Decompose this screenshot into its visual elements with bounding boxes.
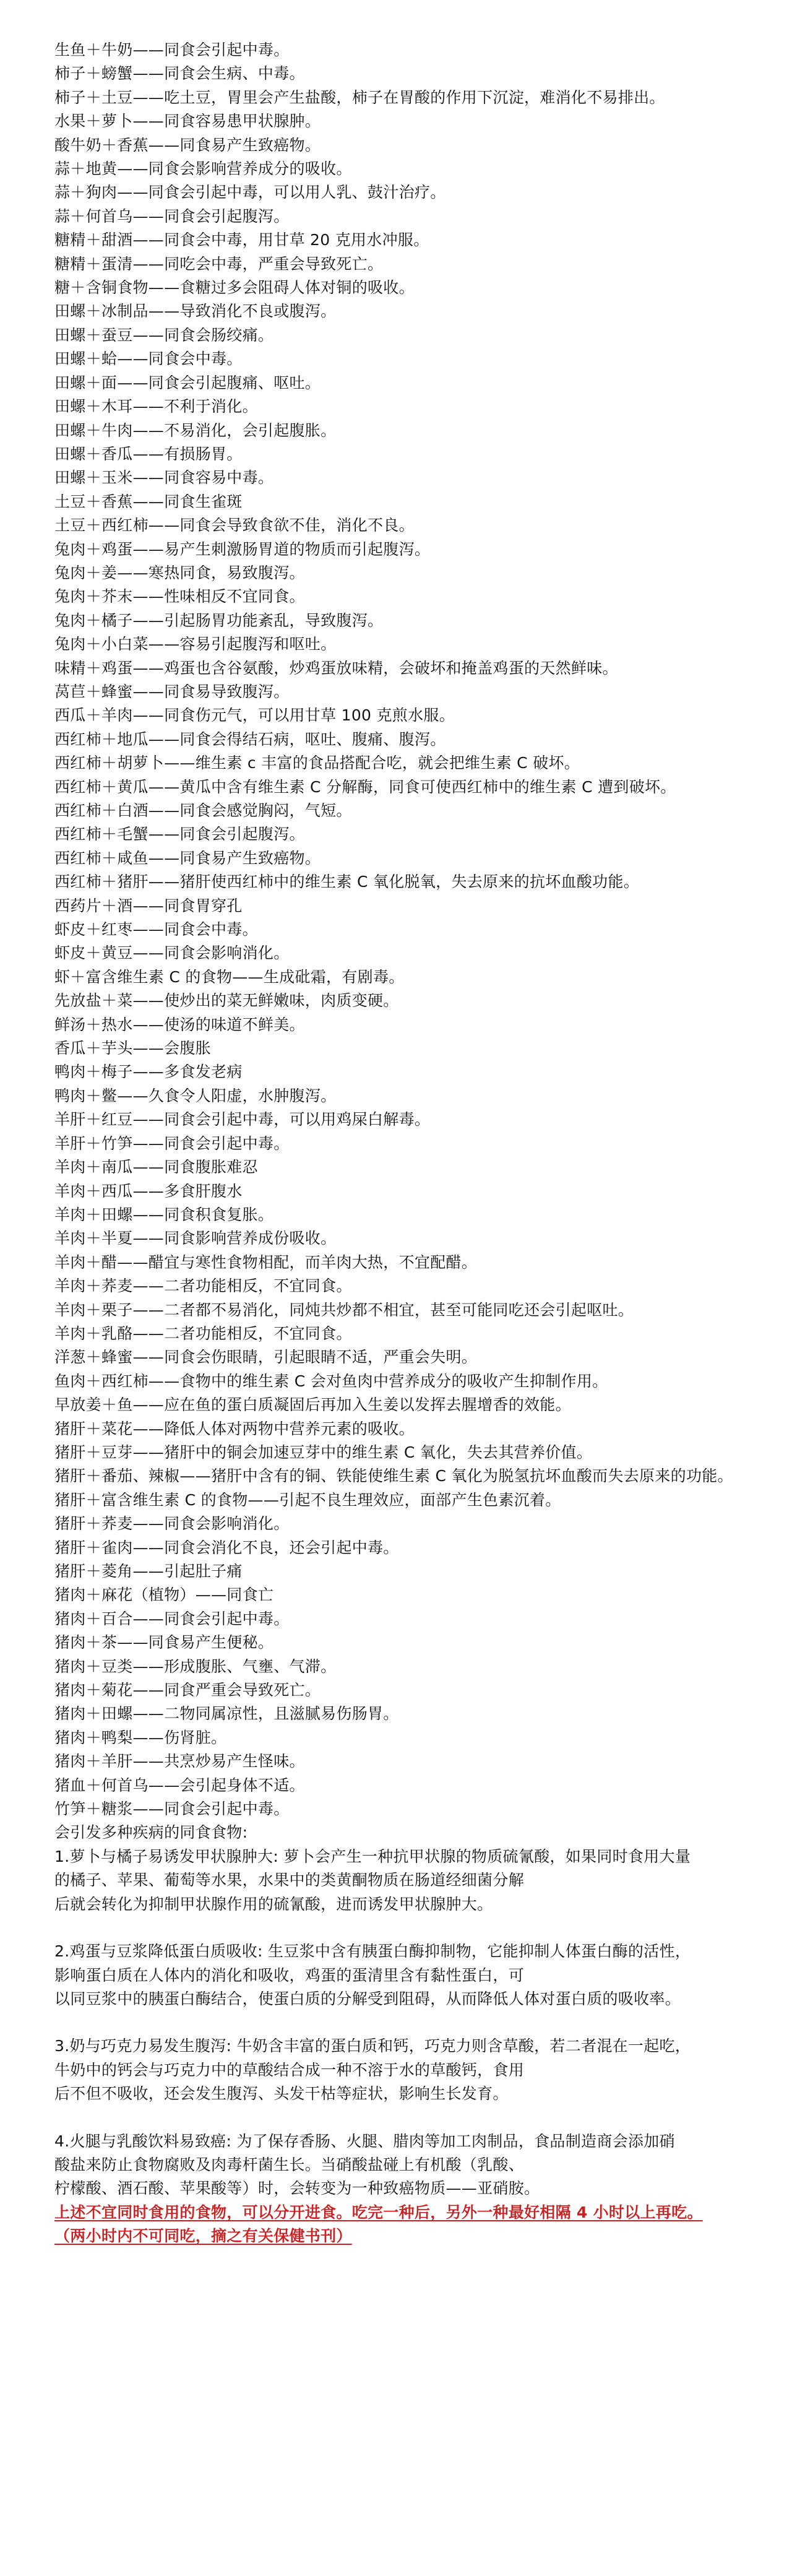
food-pair-line: 兔肉＋鸡蛋——易产生刺激肠胃道的物质而引起腹泻。 (54, 540, 431, 558)
disease-paragraph (54, 2130, 747, 2201)
food-pair-line: 猪肉＋豆类——形成腹胀、气壅、气滞。 (54, 1657, 337, 1675)
warning-note (54, 2201, 747, 2249)
food-pair-line: 田螺＋木耳——不利于消化。 (54, 397, 258, 416)
food-pair-line: 西红柿＋白酒——同食会感觉胸闷，气短。 (54, 802, 352, 819)
food-pair-line: 土豆＋香蕉——同食生雀斑 (54, 492, 243, 511)
food-pair-line: 西红柿＋咸鱼——同食易产生致癌物。 (54, 849, 321, 867)
food-pair-line: 西红柿＋地瓜——同食会得结石病，呕吐、腹痛、腹泻。 (54, 730, 446, 748)
food-pair-line: 羊肝＋红豆——同食会引起中毒，可以用鸡屎白解毒。 (54, 1110, 431, 1129)
food-pair-line: 土豆＋西红柿——同食会导致食欲不佳，消化不良。 (54, 516, 415, 535)
food-pair-line: 田螺＋玉米——同食容易中毒。 (54, 469, 274, 487)
paragraph-gap (54, 2106, 747, 2130)
food-pair-line: 西药片＋酒——同食胃穿孔 (54, 896, 243, 915)
disease-paragraph (54, 1940, 747, 2011)
food-pair-line: 生鱼＋牛奶——同食会引起中毒。 (54, 41, 290, 59)
food-pair-line: 猪肉＋麻花（植物）——同食亡 (54, 1586, 274, 1604)
food-pair-line: 糖＋含铜食物——食糖过多会阻碍人体对铜的吸收。 (54, 279, 415, 297)
disease-line: 1.萝卜与橘子易诱发甲状腺肿大: 萝卜会产生一种抗甲状腺的物质硫氰酸，如果同时食用大量 (54, 1847, 691, 1865)
food-pair-line: 西红柿＋毛蟹——同食会引起腹泻。 (54, 825, 305, 844)
disease-line: 牛奶中的钙会与巧克力中的草酸结合成一种不溶于水的草酸钙，食用 (54, 2060, 525, 2079)
food-pair-line: 猪肝＋豆芽——猪肝中的铜会加速豆芽中的维生素 C 氧化，失去其营养价值。 (54, 1443, 593, 1461)
food-pair-line: 猪肉＋田螺——二物同属凉性，且滋腻易伤肠胃。 (54, 1705, 399, 1723)
food-pair-line: 猪肉＋羊肝——共烹炒易产生怪味。 (54, 1752, 305, 1771)
food-pair-line: 鸭肉＋鳖——久食令人阳虚，水肿腹泻。 (54, 1086, 337, 1105)
section-title: 会引发多种疾病的同食食物: (54, 1823, 248, 1842)
food-pair-line: 兔肉＋小白菜——容易引起腹泻和呕吐。 (54, 635, 337, 654)
disease-line: 酸盐来防止食物腐败及肉毒杆菌生长。当硝酸盐碰上有机酸（乳酸、 (54, 2155, 525, 2174)
food-pair-line: 田螺＋面——同食会引起腹痛、呕吐。 (54, 373, 321, 392)
food-pair-line: 田螺＋蚕豆——同食会肠绞痛。 (54, 326, 274, 344)
food-pair-line: 田螺＋牛肉——不易消化，会引起腹胀。 (54, 421, 337, 439)
food-pair-list (54, 38, 747, 1821)
food-pair-line: 羊肉＋栗子——二者都不易消化，同炖共炒都不相宜，甚至可能同吃还会引起呕吐。 (54, 1300, 634, 1319)
food-pair-line: 香瓜＋芋头——会腹胀 (54, 1039, 212, 1058)
food-pair-line: 羊肉＋半夏——同食影响营养成份吸收。 (54, 1229, 337, 1248)
food-pair-line: 羊肉＋荞麦——二者功能相反，不宜同食。 (54, 1277, 352, 1295)
food-pair-line: 猪肝＋菱角——引起肚子痛 (54, 1562, 243, 1580)
disease-line: 后不但不吸收，还会发生腹泻、头发干枯等症状，影响生长发育。 (54, 2085, 509, 2103)
food-pair-line: 蒜＋何首乌——同食会引起腹泻。 (54, 207, 290, 225)
food-pair-line: 西红柿＋黄瓜——黄瓜中含有维生素 C 分解酶，同食可使西红柿中的维生素 C 遭到破坏。 (54, 777, 676, 796)
food-pair-line: 洋葱＋蜂蜜——同食会伤眼睛，引起眼睛不适，严重会失明。 (54, 1348, 478, 1367)
food-pair-line: 羊肉＋醋——醋宜与寒性食物相配，而羊肉大热，不宜配醋。 (54, 1253, 478, 1271)
food-pair-line: 柿子＋土豆——吃土豆，胃里会产生盐酸，柿子在胃酸的作用下沉淀，难消化不易排出。 (54, 88, 665, 106)
food-pair-line: 虾皮＋红枣——同食会中毒。 (54, 920, 258, 939)
food-pair-line: 猪肝＋雀肉——同食会消化不良，还会引起中毒。 (54, 1538, 399, 1557)
food-pair-line: 味精＋鸡蛋——鸡蛋也含谷氨酸，炒鸡蛋放味精，会破坏和掩盖鸡蛋的天然鲜味。 (54, 659, 618, 677)
disease-line: 2.鸡蛋与豆浆降低蛋白质吸收: 生豆浆中含有胰蛋白酶抑制物，它能抑制人体蛋白酶的活性， (54, 1942, 691, 1961)
food-pair-line: 猪肝＋荞麦——同食会影响消化。 (54, 1515, 290, 1533)
food-pair-line: 蒜＋狗肉——同食会引起中毒，可以用人乳、鼓汁治疗。 (54, 183, 446, 202)
food-pair-line: 竹笋＋糖浆——同食会引起中毒。 (54, 1800, 290, 1818)
disease-paragraph (54, 1845, 747, 1916)
food-pair-line: 柿子＋螃蟹——同食会生病、中毒。 (54, 64, 305, 83)
paragraph-gap (54, 1916, 747, 1940)
food-pair-line: 糖精＋甜酒——同食会中毒，用甘草 20 克用水冲服。 (54, 231, 429, 249)
food-pair-line: 早放姜＋鱼——应在鱼的蛋白质凝固后再加入生姜以发挥去腥增香的效能。 (54, 1396, 571, 1414)
food-pair-line: 田螺＋香瓜——有损肠胃。 (54, 444, 243, 463)
food-pair-line: 兔肉＋姜——寒热同食，易致腹泻。 (54, 563, 305, 582)
disease-line: 的橘子、苹果、葡萄等水果，水果中的类黄酮物质在肠道经细菌分解 (54, 1871, 525, 1890)
paragraph-gap (54, 2011, 747, 2034)
food-pair-line: 羊肉＋西瓜——多食肝腹水 (54, 1182, 243, 1200)
food-pair-line: 羊肉＋乳酪——二者功能相反，不宜同食。 (54, 1324, 352, 1342)
food-pair-line: 兔肉＋芥末——性味相反不宜同食。 (54, 587, 305, 606)
food-pair-line: 羊肉＋田螺——同食积食复胀。 (54, 1205, 274, 1224)
food-pair-line: 糖精＋蛋清——同吃会中毒，严重会导致死亡。 (54, 254, 384, 273)
food-pair-line: 鸭肉＋梅子——多食发老病 (54, 1063, 243, 1081)
food-pair-line: 先放盐＋菜——使炒出的菜无鲜嫩味，肉质变硬。 (54, 992, 399, 1010)
disease-line: 后就会转化为抑制甲状腺作用的硫氰酸，进而诱发甲状腺肿大。 (54, 1895, 493, 1913)
food-pair-line: 猪血＋何首乌——会引起身体不适。 (54, 1776, 305, 1794)
food-pair-line: 酸牛奶＋香蕉——同食易产生致癌物。 (54, 136, 321, 154)
food-pair-line: 羊肝＋竹笋——同食会引起中毒。 (54, 1134, 290, 1152)
disease-line: 3.奶与巧克力易发生腹泻: 牛奶含丰富的蛋白质和钙，巧克力则含草酸，若二者混在一起吃， (54, 2037, 691, 2055)
warning-line: （两小时内不可同吃，摘之有关保健书刊） (54, 2227, 352, 2245)
food-pair-line: 猪肉＋百合——同食会引起中毒。 (54, 1609, 290, 1628)
food-pair-line: 虾＋富含维生素 C 的食物——生成砒霜，有剧毒。 (54, 967, 405, 986)
disease-line: 4.火腿与乳酸饮料易致癌: 为了保存香肠、火腿、腊肉等加工肉制品，食品制造商会添加硝 (54, 2132, 675, 2150)
food-pair-line: 羊肉＋南瓜——同食腹胀难忍 (54, 1158, 258, 1177)
food-pair-line: 猪肝＋富含维生素 C 的食物——引起不良生理效应，面部产生色素沉着。 (54, 1490, 561, 1509)
disease-list (54, 1845, 747, 2201)
food-pair-line: 水果＋萝卜——同食容易患甲状腺肿。 (54, 112, 321, 131)
disease-paragraph (54, 2034, 747, 2106)
food-pair-line: 猪肉＋鸭梨——伤肾脏。 (54, 1728, 227, 1747)
disease-line: 以同豆浆中的胰蛋白酶结合，使蛋白质的分解受到阻碍，从而降低人体对蛋白质的吸收率。 (54, 1989, 681, 2008)
warning-line: 上述不宜同时食用的食物，可以分开进食。吃完一种后，另外一种最好相隔 4 小时以上再吃。 (54, 2203, 703, 2221)
food-pair-line: 西瓜＋羊肉——同食伤元气，可以用甘草 100 克煎水服。 (54, 706, 455, 725)
food-pair-line: 猪肉＋菊花——同食严重会导致死亡。 (54, 1681, 321, 1700)
food-pair-line: 莴苣＋蜂蜜——同食易导致腹泻。 (54, 682, 290, 701)
food-pair-line: 蒜＋地黄——同食会影响营养成分的吸收。 (54, 160, 352, 178)
food-pair-line: 鲜汤＋热水——使汤的味道不鲜美。 (54, 1015, 305, 1034)
food-pair-line: 虾皮＋黄豆——同食会影响消化。 (54, 944, 290, 962)
food-pair-line: 西红柿＋胡萝卜——维生素 c 丰富的食品搭配合吃，就会把维生素 C 破坏。 (54, 754, 580, 772)
food-pair-line: 田螺＋蛤——同食会中毒。 (54, 350, 243, 368)
disease-line: 柠檬酸、酒石酸、苹果酸等）时，会转变为一种致癌物质——亚硝胺。 (54, 2179, 540, 2198)
food-pair-line: 田螺＋冰制品——导致消化不良或腹泻。 (54, 302, 337, 321)
food-pair-line: 鱼肉＋西红柿——食物中的维生素 C 会对鱼肉中营养成分的吸收产生抑制作用。 (54, 1372, 608, 1390)
food-pair-line: 猪肉＋茶——同食易产生便秘。 (54, 1633, 274, 1652)
food-pair-line: 兔肉＋橘子——引起肠胃功能紊乱，导致腹泻。 (54, 611, 384, 629)
food-pair-line: 猪肝＋菜花——降低人体对两物中营养元素的吸收。 (54, 1419, 415, 1438)
food-pair-line: 猪肝＋番茄、辣椒——猪肝中含有的铜、铁能使维生素 C 氧化为脱氢抗坏血酸而失去原来的功能。 (54, 1467, 733, 1485)
disease-line: 影响蛋白质在人体内的消化和吸收，鸡蛋的蛋清里含有黏性蛋白，可 (54, 1966, 525, 1984)
article-body (54, 38, 747, 2249)
food-pair-line: 西红柿＋猪肝——猪肝使西红柿中的维生素 C 氧化脱氧，失去原来的抗坏血酸功能。 (54, 873, 640, 891)
